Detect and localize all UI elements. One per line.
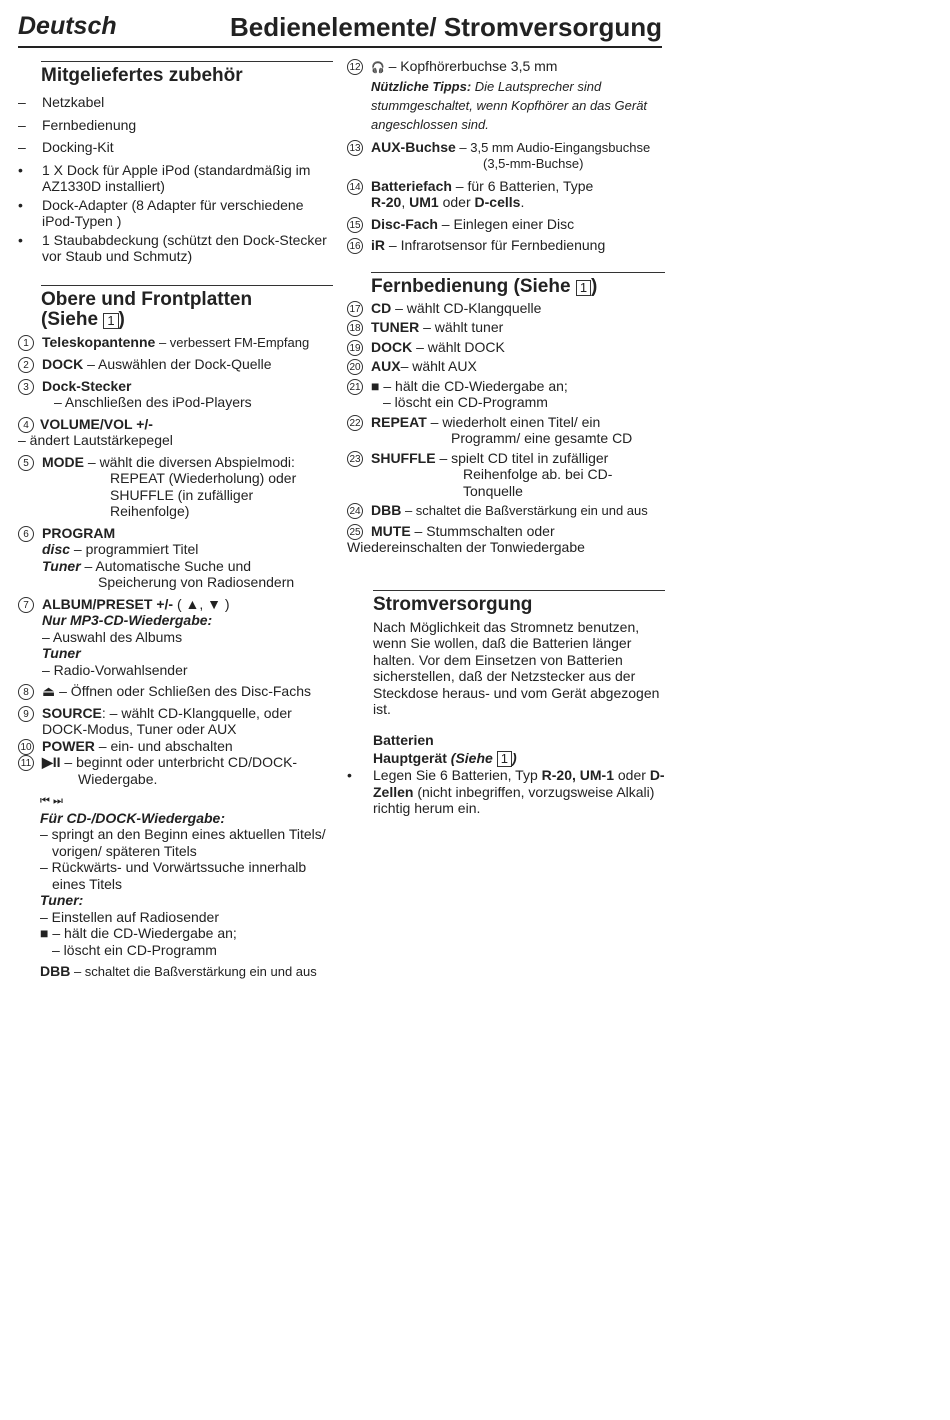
list-item: 2 DOCK – Auswählen der Dock-Quelle <box>18 356 333 373</box>
list-item: 19 DOCK – wählt DOCK <box>347 339 665 356</box>
page-header <box>18 10 662 48</box>
language-label: Deutsch <box>18 12 117 40</box>
list-item: 20 AUX– wählt AUX <box>347 358 665 375</box>
power-heading: Stromversorgung <box>373 590 665 615</box>
list-item: 12 🎧 – Kopfhörerbuchse 3,5 mm Nützliche Tipps: Die Lautsprecher sind stummgeschaltet, wenn Kopfhörer an das Gerät angeschlossen sind. <box>347 58 665 134</box>
stop-icon: ■ <box>371 377 380 394</box>
list-item: 18 TUNER – wählt tuner <box>347 319 665 336</box>
list-item: 15 Disc-Fach – Einlegen einer Disc <box>347 216 665 233</box>
list-item: • 1 Staubabdeckung (schützt den Dock-Stecker vor Staub und Schmutz) <box>18 231 327 264</box>
list-item: 24 DBB – schaltet die Baßverstärkung ein und aus <box>347 502 665 520</box>
left-column <box>18 58 333 981</box>
list-item: 3 Dock-Stecker – Anschließen des iPod-Players <box>18 378 333 411</box>
play-pause-icon: ▶II <box>42 754 61 770</box>
list-item: 17 CD – wählt CD-Klangquelle <box>347 300 665 317</box>
list-item: – Fernbedienung <box>18 116 137 133</box>
list-item: 22 REPEAT – wiederholt einen Titel/ ein Programm/ eine gesamte CD <box>347 414 665 447</box>
list-item: 25 MUTE – Stummschalten oder Wiedereinschalten der Tonwiedergabe <box>347 522 585 555</box>
power-text: Nach Möglichkeit das Stromnetz benutzen, wenn Sie wollen, daß die Batterien länger halten. Vor dem Einsetzen von Batterien sicherstellen, daß der Netzstecker aus der Steckdose heraus- und vom Gerät abgezogen ist. <box>373 618 660 717</box>
list-item: – Docking-Kit <box>18 139 114 155</box>
list-item: 21 ■ – hält die CD-Wiedergabe an; – löscht ein CD-Programm <box>347 378 665 411</box>
page-title: Bedienelemente/ Stromversorgung <box>230 12 662 42</box>
list-item: 4 VOLUME/VOL +/- – ändert Lautstärkepegel <box>18 415 173 448</box>
accessories-heading: Mitgeliefertes zubehör <box>41 61 333 86</box>
list-item: 9 SOURCE: – wählt CD-Klangquelle, oder DOCK-Modus, Tuner oder AUX <box>18 705 333 738</box>
list-item: 16 iR – Infrarotsensor für Fernbedienung <box>347 237 665 254</box>
list-item: 6 PROGRAM disc – programmiert Titel Tuner – Automatische Suche und Speicherung von Radiosendern <box>18 525 333 591</box>
right-column <box>347 58 665 817</box>
skip-section: ⏮ ⏭ Für CD-/DOCK-Wiedergabe: – springt an den Beginn eines aktuellen Titels/ vorigen/ späteren Titels – Rückwärts- und Vorwärtssuche innerhalb eines Titels Tuner: – Einstellen auf Radiosender ■ – hält die CD-Wiedergabe an; – löscht ein CD-Programm DBB – schaltet die Baßverstärkung ein und aus <box>18 793 333 981</box>
stop-icon: ■ <box>40 925 49 941</box>
list-item: • Legen Sie 6 Batterien, Typ R-20, UM-1 oder D-Zellen (nicht inbegriffen, vorzugsweise Alkali) richtig herum ein. <box>347 767 665 816</box>
panels-heading: Obere und Frontplatten (Siehe 1 ) <box>41 285 333 330</box>
list-item: 13 AUX-Buchse – 3,5 mm Audio-Eingangsbuchse (3,5-mm-Buchse) <box>347 139 665 173</box>
headphones-icon: 🎧 <box>371 62 385 74</box>
list-item: – Netzkabel <box>18 94 105 110</box>
list-item: 23 SHUFFLE – spielt CD titel in zufälliger Reihenfolge ab. bei CD-Tonquelle <box>347 450 665 500</box>
list-item: • Dock-Adapter (8 Adapter für verschiedene iPod-Typen ) <box>18 196 304 229</box>
list-item: • 1 X Dock für Apple iPod (standardmäßig im AZ1330D installiert) <box>18 161 311 194</box>
list-item: 1 Teleskopantenne – verbessert FM-Empfang <box>18 334 333 352</box>
main-unit-subheading: Hauptgerät (Siehe 1 ) <box>373 750 517 766</box>
remote-heading: Fernbedienung (Siehe 1 ) <box>371 272 665 297</box>
batteries-subheading: Batterien <box>373 731 434 748</box>
eject-icon: ⏏ <box>42 683 56 699</box>
list-item: 7 ALBUM/PRESET +/- ( ▲, ▼ ) Nur MP3-CD-Wiedergabe: – Auswahl des Albums Tuner – Radio-Vorwahlsender <box>18 596 333 679</box>
list-item: 5 MODE – wählt die diversen Abspielmodi: REPEAT (Wiederholung) oder SHUFFLE (in zufälliger Reihenfolge) <box>18 454 333 520</box>
list-item: 11 ▶II – beginnt oder unterbricht CD/DOCK- Wiedergabe. <box>18 754 333 787</box>
list-item: 8 ⏏ – Öffnen oder Schließen des Disc-Fachs <box>18 683 333 700</box>
list-item: 10 POWER – ein- und abschalten <box>18 738 333 755</box>
list-item: 14 Batteriefach – für 6 Batterien, Type R-20, UM1 oder D-cells. <box>347 178 665 211</box>
skip-icon: ⏮ ⏭ <box>40 795 63 807</box>
